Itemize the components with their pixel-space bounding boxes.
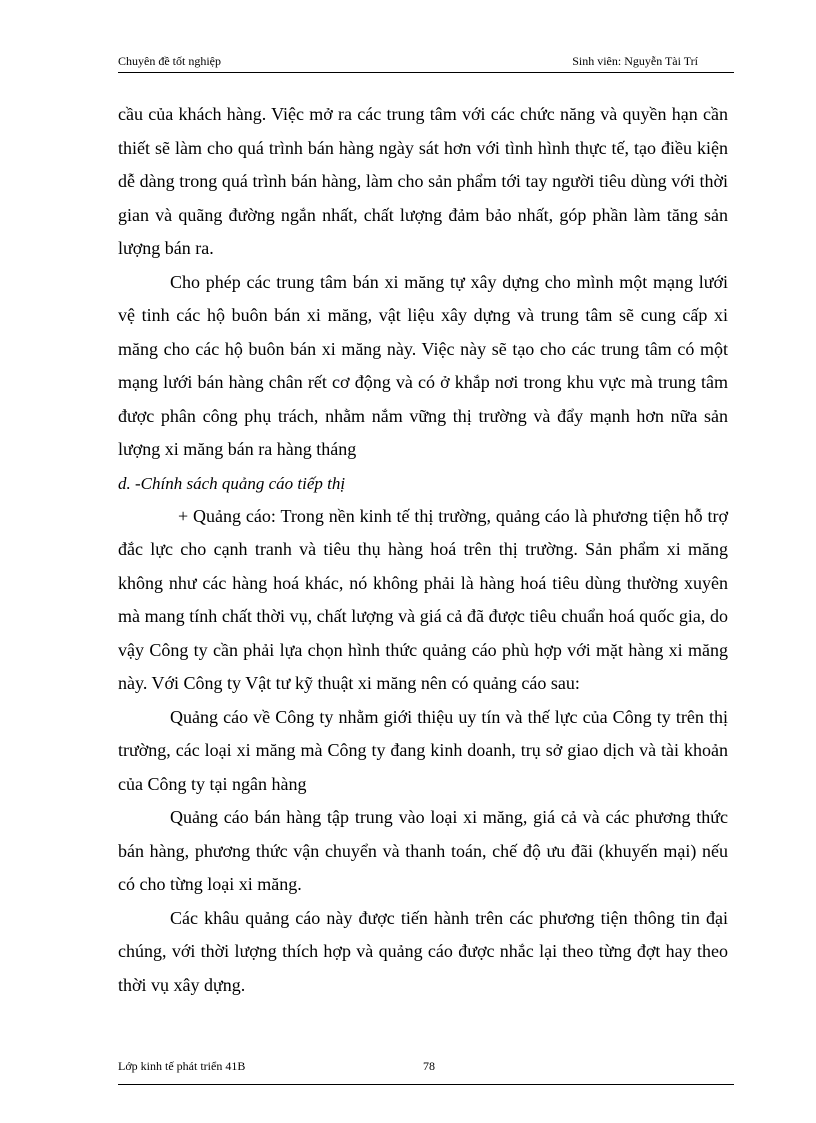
page-header	[118, 52, 734, 73]
section-heading: d. -Chính sách quảng cáo tiếp thị	[118, 473, 346, 493]
page-number: 78	[423, 1059, 435, 1073]
paragraph-3: + Quảng cáo: Trong nền kinh tế thị trường, quảng cáo là phương tiện hỗ trợ đắc lực cho cạnh tranh và tiêu thụ hàng hoá trên thị trường. Sản phẩm xi măng không như các hàng hoá khác, nó không phải là hàng hoá tiêu dùng thường xuyên mà mang tính chất thời vụ, chất lượng và giá cả đã được tiêu chuẩn hoá quốc gia, do vậy Công ty cần phải lựa chọn hình thức quảng cáo phù hợp với mặt hàng xi măng này. Với Công ty Vật tư kỹ thuật xi măng nên có quảng cáo sau:	[118, 505, 728, 693]
page-footer	[118, 1056, 734, 1085]
page-content	[118, 98, 728, 1002]
paragraph-2: Cho phép các trung tâm bán xi măng tự xây dựng cho mình một mạng lưới vệ tinh các hộ buôn bán xi măng, vật liệu xây dựng và trung tâm sẽ cung cấp xi măng cho các hộ buôn bán xi măng này. Việc này sẽ tạo cho các trung tâm có một mạng lưới bán hàng chân rết cơ động và có ở khắp nơi trong khu vực mà trung tâm được phân công phụ trách, nhằm nắm vững thị trường và đẩy mạnh hơn nữa sản lượng xi măng bán ra hàng tháng	[118, 271, 728, 459]
header-document-title: Chuyên đề tốt nghiệp	[118, 54, 221, 68]
paragraph-6: Các khâu quảng cáo này được tiến hành trên các phương tiện thông tin đại chúng, với thời lượng thích hợp và quảng cáo được nhắc lại theo từng đợt hay theo thời vụ xây dựng.	[118, 907, 728, 995]
paragraph-4: Quảng cáo về Công ty nhằm giới thiệu uy tín và thế lực của Công ty trên thị trường, các loại xi măng mà Công ty đang kinh doanh, trụ sở giao dịch và tài khoản của Công ty tại ngân hàng	[118, 706, 728, 794]
header-student-name: Sinh viên: Nguyễn Tài Trí	[572, 54, 698, 68]
paragraph-5: Quảng cáo bán hàng tập trung vào loại xi măng, giá cả và các phương thức bán hàng, phương thức vận chuyển và thanh toán, chế độ ưu đãi (khuyến mại) nếu có cho từng loại xi măng.	[118, 807, 728, 894]
footer-class-name: Lớp kinh tế phát triển 41B	[118, 1059, 246, 1073]
paragraph-1: cầu của khách hàng. Việc mở ra các trung tâm với các chức năng và quyền hạn cần thiết sẽ làm cho quá trình bán hàng ngày sát hơn với tình hình thực tế, tạo điều kiện dễ dàng trong quá trình bán hàng, làm cho sản phẩm tới tay người tiêu dùng với thời gian và quãng đường ngắn nhất, chất lượng đảm bảo nhất, góp phần làm tăng sản lượng bán ra.	[118, 104, 728, 258]
